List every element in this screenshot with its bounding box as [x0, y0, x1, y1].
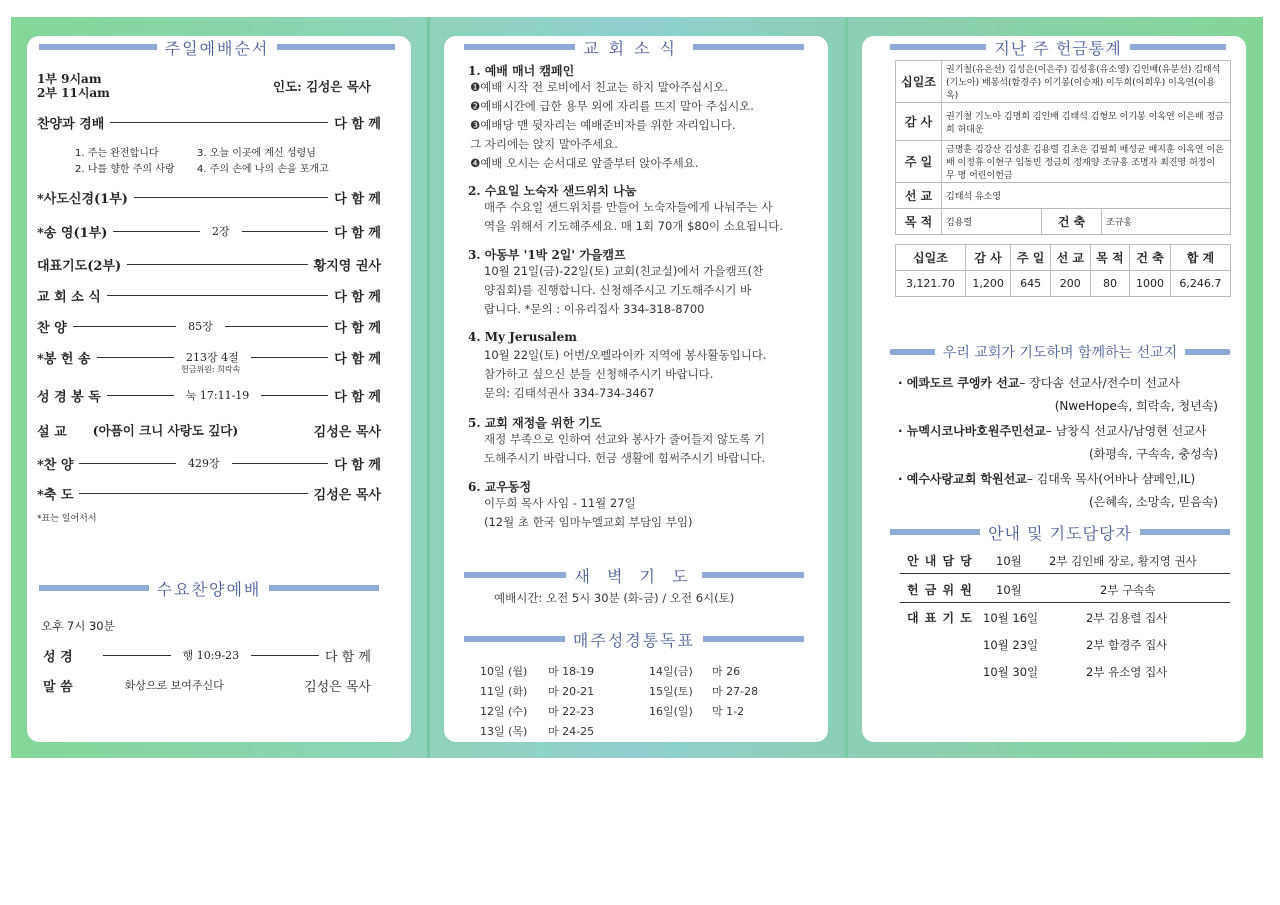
reading-ref: 마 26: [712, 665, 741, 678]
wednesday-row: [43, 676, 371, 694]
order-right: 다 함 께: [334, 351, 382, 367]
mission-people: – 장다솜 선교사/전수미 선교사: [1019, 376, 1181, 390]
leader-line: [261, 395, 328, 396]
table-cell: 십일조: [896, 61, 942, 103]
order-mid: 눅 17:11-19: [185, 389, 250, 402]
news-line: 이두희 목사 사임 - 11월 27일: [484, 496, 636, 510]
news-line: 재정 부족으로 인하여 선교와 봉사가 줄어들지 않도록 기: [484, 432, 766, 446]
prayer-leader-label: 대 표 기 도: [907, 611, 973, 625]
order-label: *찬 양: [37, 457, 74, 473]
reading-ref: 마 18-19: [548, 665, 595, 678]
offering-team-label: 헌 금 위 원: [907, 583, 973, 597]
offering-panel: [862, 36, 1246, 742]
reading-day: 10일 (월): [480, 665, 528, 678]
table-row: [896, 61, 1231, 103]
order-right: 김성은 목사: [313, 487, 381, 503]
news-line: 그 자리에는 앉지 말아주세요.: [470, 137, 618, 151]
dawn-prayer-time: 예배시간: 오전 5시 30분 (화-금) / 오전 6시(토): [494, 591, 735, 605]
reading-day: 13일 (목): [480, 725, 528, 738]
offering-totals-table: [895, 244, 1231, 297]
order-label: 대표기도(2부): [37, 258, 122, 274]
table-header-cell: 십일조: [896, 245, 966, 271]
order-mid: 행 10:9-23: [182, 649, 240, 662]
table-row: [896, 245, 1231, 271]
section-header: [890, 36, 1226, 58]
mission-groups: (NweHope속, 희락속, 청년속): [1054, 399, 1218, 413]
section-title: 수요찬양예배: [156, 579, 262, 599]
order-row: [37, 188, 381, 206]
worship-order-panel: [27, 36, 411, 742]
prayer-leader: 2부 유소영 집사: [1086, 665, 1168, 679]
news-line: 역을 위해서 기도해주세요. 매 1회 70개 $80이 소요됩니다.: [484, 219, 783, 233]
news-line: ❷예배시간에 급한 용무 외에 자리를 뜨지 말아 주십시오.: [470, 99, 754, 113]
order-label: *사도신경(1부): [37, 191, 128, 207]
order-row: [37, 286, 381, 304]
section-title: 매주성경통독표: [572, 630, 696, 650]
divider: [900, 573, 1230, 574]
fold-line: [845, 17, 848, 758]
song-item: 4. 주의 손에 나의 손을 포개고: [197, 164, 329, 175]
order-label: 설 교: [37, 424, 67, 440]
section-title: 주일예배순서: [164, 38, 270, 58]
leader-line: [97, 357, 175, 358]
offering-team-month: 10월: [996, 583, 1022, 597]
order-mid: 화상으로 보여주신다: [124, 679, 224, 692]
usher-month: 10월: [996, 554, 1022, 568]
order-right: 김성은 목사: [313, 424, 381, 440]
leader-line: [103, 655, 171, 656]
table-header-cell: 주 일: [1011, 245, 1051, 271]
reading-ref: 마 20-21: [548, 685, 595, 698]
order-row: [37, 454, 381, 472]
mission-people: – 남창식 선교사/남영현 선교사: [1045, 424, 1207, 438]
leader-line: [242, 231, 329, 232]
table-cell: 1000: [1130, 271, 1171, 297]
order-row: [37, 255, 381, 273]
order-right: 다 함 께: [334, 320, 382, 336]
usher-label: 안 내 담 당: [907, 554, 973, 568]
section-header: [39, 36, 395, 58]
reading-ref: 마 24-25: [548, 725, 595, 738]
church-news-panel: [444, 36, 828, 742]
leader-line: [107, 395, 174, 396]
order-label: *축 도: [37, 487, 74, 503]
leader-line: [79, 493, 307, 494]
leader-line: [110, 122, 328, 123]
reading-day: 14일(금): [649, 665, 693, 678]
table-cell: 권기철 기노아 김명희 김인배 김태석 김형모 이기봉 이옥연 이은배 정금희 허대운: [942, 103, 1231, 141]
news-line: 문의: 김태석권사 334-734-3467: [484, 386, 655, 400]
service-time-1: 1부 9시am: [37, 72, 102, 86]
leader-line: [107, 295, 328, 296]
table-cell: 금명훈 김강산 김성훈 김용렬 김초은 김필희 배성균 배지훈 이옥연 이은배 이정휴 이현구 임동빈 정금희 정재양 조규홍 조명자 최진영 허정이 무 명 어린이헌금: [942, 141, 1231, 183]
section-header: [464, 564, 804, 586]
reading-day: 15일(토): [649, 685, 693, 698]
sermon-title: (아픔이 크니 사랑도 깊다): [92, 423, 239, 438]
reading-ref: 마 27-28: [712, 685, 759, 698]
leader-line: [251, 357, 329, 358]
order-mid: 2장: [212, 225, 230, 238]
section-header: [464, 36, 804, 58]
table-cell: 645: [1011, 271, 1051, 297]
table-cell: 주 일: [896, 141, 942, 183]
order-label: 말 씀: [43, 679, 73, 695]
offering-team-note: 헌금위원: 희락속: [181, 365, 241, 374]
divider: [900, 602, 1230, 603]
song-item: 2. 나를 향한 주의 사랑: [75, 164, 175, 175]
news-section-title: 5. 교회 재정을 위한 기도: [468, 416, 602, 430]
section-header: [890, 521, 1230, 543]
news-line: 10월 21일(금)-22일(토) 교회(친교실)에서 가을캠프(찬: [484, 264, 764, 278]
news-section-title: 1. 예배 매너 캠페인: [468, 64, 575, 78]
table-row: [896, 209, 1231, 235]
order-right: 다 함 께: [334, 225, 381, 241]
leader-line: [251, 655, 319, 656]
order-row: [37, 386, 381, 404]
order-mid: 85장: [188, 320, 213, 333]
leader-line: [127, 264, 308, 265]
prayer-date: 10월 30일: [983, 665, 1039, 679]
news-line: 매주 수요일 샌드위치를 만들어 노숙자들에게 나눠주는 사: [484, 200, 773, 214]
table-header-cell: 감 사: [965, 245, 1010, 271]
order-right: 황지영 권사: [313, 258, 381, 274]
reading-day: 12일 (수): [480, 705, 528, 718]
order-right: 김성은 목사: [304, 679, 371, 695]
table-cell: 권기철(유은선) 김성은(이은주) 김성홍(유소영) 김인배(유분선) 김태석(기노아) 배봉석(함경주) 이기봉(이승재) 이두희(이희우) 이옥연(이용옥): [942, 61, 1231, 103]
news-line: 양집회)를 진행합니다. 신청해주시고 기도해주시기 바: [484, 283, 752, 297]
leader-line: [79, 463, 176, 464]
section-title: 새 벽 기 도: [574, 566, 694, 586]
reading-ref: 마 22-23: [548, 705, 595, 718]
order-right: 다 함 께: [334, 191, 381, 207]
reading-day: 11일 (화): [480, 685, 528, 698]
news-section-title: 4. My Jerusalem: [468, 330, 577, 344]
section-header: [890, 341, 1230, 363]
prayer-date: 10월 23일: [983, 638, 1039, 652]
news-line: 참가하고 싶으신 분들 신청해주시기 바랍니다.: [484, 367, 714, 381]
news-line: (12월 초 한국 임마누엘교회 부담임 부임): [484, 515, 693, 529]
table-header-cell: 선 교: [1050, 245, 1090, 271]
order-label: *봉 헌 송: [37, 351, 91, 367]
section-title: 지난 주 헌금통계: [994, 38, 1122, 58]
order-right: 다 함 께: [325, 649, 371, 665]
mission-name: · 뉴멕시코나바호원주민선교: [898, 424, 1046, 438]
table-header-cell: 목 적: [1090, 245, 1130, 271]
service-time-2: 2부 11시am: [37, 86, 110, 100]
table-row: [896, 141, 1231, 183]
table-row: [896, 271, 1231, 297]
table-cell: 조규홍: [1102, 209, 1231, 235]
order-label: 찬양과 경배: [37, 116, 105, 132]
mission-name: · 예수사랑교회 학원선교: [898, 472, 1027, 486]
leader-line: [225, 326, 329, 327]
order-right: 다 함 께: [334, 389, 381, 405]
leader-line: [73, 326, 177, 327]
wednesday-row: [43, 646, 371, 664]
table-header-cell: 합 계: [1170, 245, 1230, 271]
table-cell: 김태석 유소영: [942, 183, 1231, 209]
news-line: 랍니다. *문의 : 이유리집사 334-318-8700: [484, 302, 705, 316]
leader: 인도: 김성은 목사: [273, 79, 371, 94]
mission-name: · 에콰도르 쿠엥카 선교: [898, 376, 1020, 390]
offering-names-table: [895, 60, 1231, 235]
news-line: ❶예배 시작 전 로비에서 친교는 하지 말아주십시오.: [470, 80, 729, 94]
order-label: 교 회 소 식: [37, 289, 101, 305]
section-title: 안내 및 기도담당자: [988, 523, 1132, 543]
order-right: 다 함 께: [334, 457, 381, 473]
table-cell: 감 사: [896, 103, 942, 141]
table-cell: 6,246.7: [1170, 271, 1230, 297]
offering-team-names: 2부 구속속: [1100, 583, 1156, 597]
prayer-date: 10월 16일: [983, 611, 1039, 625]
section-header: [464, 628, 804, 650]
leader-line: [134, 197, 328, 198]
order-mid: 213장 4절: [186, 351, 239, 364]
song-item: 1. 주는 완전합니다: [75, 148, 159, 159]
table-cell: 목 적: [896, 209, 942, 235]
reading-day: 16일(일): [649, 705, 693, 718]
mission-groups: (은혜속, 소망속, 믿음속): [1089, 495, 1218, 509]
table-cell: 김용렬: [942, 209, 1042, 235]
section-header: [39, 577, 379, 599]
order-label: 성 경 봉 독: [37, 389, 101, 405]
mission-item: [898, 422, 1206, 439]
order-row-praise: [37, 113, 381, 131]
news-line: 10월 22일(토) 어번/오펠라이카 지역에 봉사활동입니다.: [484, 348, 767, 362]
table-row: [896, 183, 1231, 209]
table-cell: 80: [1090, 271, 1130, 297]
table-cell: 1,200: [965, 271, 1010, 297]
table-cell: 3,121.70: [896, 271, 966, 297]
order-label: 찬 양: [37, 320, 67, 336]
order-row: [37, 317, 381, 335]
mission-item: [898, 374, 1180, 391]
stand-note: *표는 일어서서: [37, 514, 97, 524]
leader-line: [232, 463, 329, 464]
table-row: [896, 103, 1231, 141]
table-cell: 200: [1050, 271, 1090, 297]
news-line: ❹예배 오시는 순서대로 앞줄부터 앉아주세요.: [470, 156, 699, 170]
order-row: [37, 421, 381, 439]
section-title: 우리 교회가 기도하며 함께하는 선교지: [942, 345, 1178, 361]
order-label: 성 경: [43, 649, 73, 665]
mission-item: [898, 470, 1195, 487]
table-cell: 선 교: [896, 183, 942, 209]
song-item: 3. 오늘 이곳에 계신 성령님: [197, 148, 316, 159]
order-label: *송 영(1부): [37, 225, 108, 241]
table-header-cell: 건 축: [1130, 245, 1171, 271]
order-right: 다 함 께: [334, 289, 381, 305]
leader-line: [113, 231, 200, 232]
news-section-title: 2. 수요일 노숙자 샌드위치 나눔: [468, 184, 637, 198]
order-row: [37, 484, 381, 502]
mission-people: – 김대욱 목사(어바나 샴페인,IL): [1026, 472, 1196, 486]
prayer-leader: 2부 김용렬 집사: [1086, 611, 1168, 625]
table-cell: 건 축: [1042, 209, 1102, 235]
fold-line: [427, 17, 430, 758]
wednesday-time: 오후 7시 30분: [41, 619, 115, 633]
news-section-title: 3. 아동부 '1박 2일' 가을캠프: [468, 248, 626, 262]
order-mid: 429장: [188, 457, 220, 470]
reading-ref: 막 1-2: [712, 705, 745, 718]
order-right: 다 함 께: [334, 116, 381, 132]
order-row: [37, 222, 381, 240]
news-line: ❸예배당 맨 뒷자리는 예배준비자를 위한 자리입니다.: [470, 118, 736, 132]
news-section-title: 6. 교우동정: [468, 480, 532, 494]
news-line: 도해주시기 바랍니다. 헌금 생활에 힘써주시기 바랍니다.: [484, 451, 766, 465]
usher-names: 2부 김인배 장로, 황지영 권사: [1049, 554, 1197, 568]
section-title: 교회소식: [583, 38, 685, 58]
mission-groups: (화평속, 구속속, 충성속): [1089, 447, 1218, 461]
prayer-leader: 2부 함경주 집사: [1086, 638, 1168, 652]
